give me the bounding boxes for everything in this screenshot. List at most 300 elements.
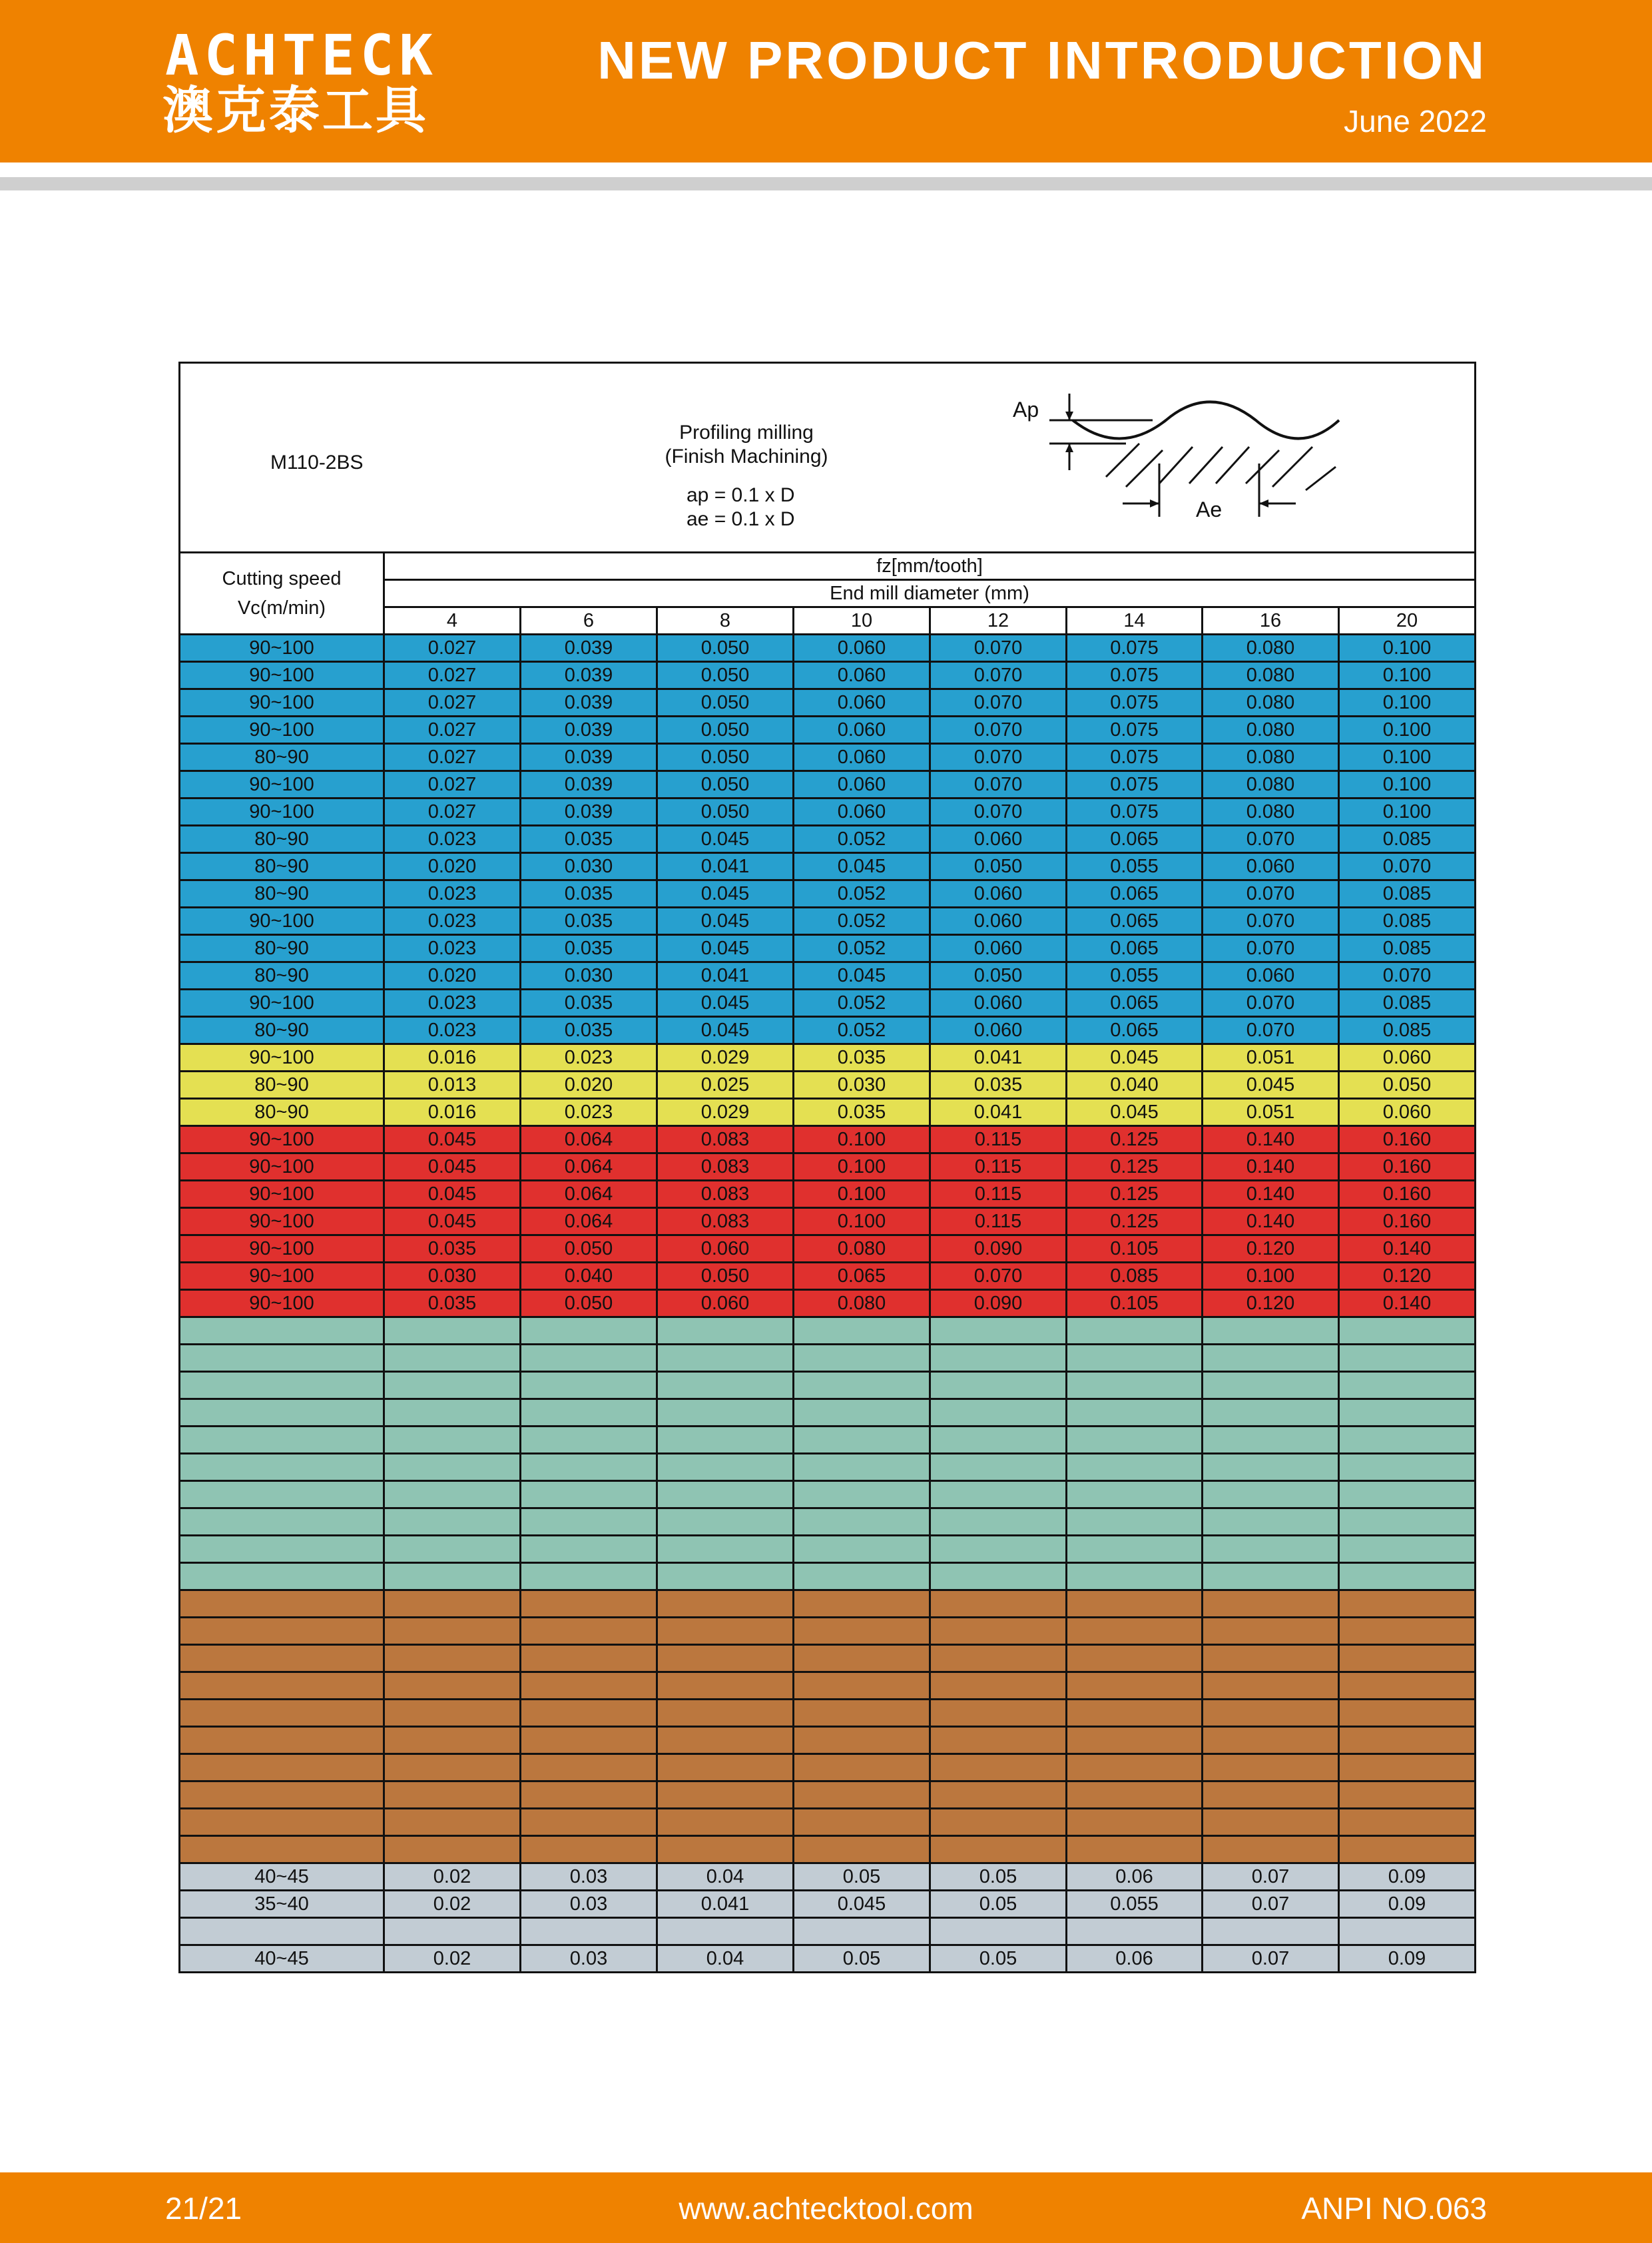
fz-value-cell <box>1203 1700 1339 1727</box>
fz-value-cell: 0.023 <box>384 826 521 853</box>
fz-value-cell: 0.140 <box>1203 1208 1339 1235</box>
fz-value-cell <box>1067 1481 1203 1508</box>
fz-value-cell: 0.03 <box>521 1891 657 1918</box>
table-row <box>180 744 1476 771</box>
fz-value-cell: 0.065 <box>1067 1017 1203 1044</box>
fz-value-cell <box>521 1918 657 1945</box>
fz-value-cell <box>1339 1536 1476 1563</box>
speed-cell: 80~90 <box>180 1072 384 1099</box>
fz-value-cell: 0.050 <box>521 1235 657 1263</box>
fz-value-cell <box>794 1672 930 1700</box>
fz-value-cell: 0.140 <box>1203 1153 1339 1181</box>
fz-value-cell <box>521 1590 657 1618</box>
fz-value-cell <box>1339 1781 1476 1809</box>
speed-cell: 90~100 <box>180 1235 384 1263</box>
fz-value-cell <box>384 1836 521 1863</box>
fz-value-cell <box>384 1918 521 1945</box>
fz-value-cell: 0.023 <box>521 1044 657 1072</box>
fz-value-cell: 0.030 <box>521 962 657 990</box>
fz-value-cell: 0.050 <box>657 662 794 689</box>
fz-value-cell: 0.100 <box>1339 662 1476 689</box>
fz-value-cell <box>794 1700 930 1727</box>
fz-value-cell: 0.041 <box>657 962 794 990</box>
fz-value-cell: 0.09 <box>1339 1863 1476 1891</box>
fz-value-cell: 0.050 <box>657 717 794 744</box>
diameter-cell: 14 <box>1067 607 1203 635</box>
ae-formula: ae = 0.1 x D <box>687 508 795 530</box>
fz-value-cell: 0.045 <box>1203 1072 1339 1099</box>
fz-value-cell: 0.060 <box>1203 962 1339 990</box>
table-row <box>180 1590 1476 1618</box>
speed-cell <box>180 1754 384 1781</box>
fz-value-cell: 0.065 <box>1067 826 1203 853</box>
speed-cell <box>180 1372 384 1399</box>
fz-value-cell: 0.100 <box>794 1208 930 1235</box>
fz-value-cell: 0.075 <box>1067 771 1203 799</box>
fz-value-cell: 0.075 <box>1067 689 1203 717</box>
table-row <box>180 662 1476 689</box>
fz-value-cell <box>930 1317 1067 1345</box>
page-number: 21/21 <box>165 2191 242 2226</box>
speed-cell: 80~90 <box>180 880 384 908</box>
table-row <box>180 1945 1476 1973</box>
table-row <box>180 1126 1476 1153</box>
model-code: M110-2BS <box>270 452 364 474</box>
fz-value-cell: 0.075 <box>1067 799 1203 826</box>
table-row <box>180 1672 1476 1700</box>
fz-value-cell: 0.052 <box>794 1017 930 1044</box>
table-row <box>180 1208 1476 1235</box>
fz-value-cell: 0.035 <box>521 880 657 908</box>
fz-value-cell: 0.050 <box>930 962 1067 990</box>
fz-value-cell: 0.140 <box>1339 1290 1476 1317</box>
fz-value-cell: 0.060 <box>794 799 930 826</box>
fz-value-cell <box>1339 1372 1476 1399</box>
table-row <box>180 1727 1476 1754</box>
fz-value-cell <box>521 1836 657 1863</box>
fz-value-cell <box>521 1754 657 1781</box>
fz-value-cell <box>1339 1563 1476 1590</box>
page-title: NEW PRODUCT INTRODUCTION <box>597 31 1487 90</box>
fz-value-cell <box>657 1481 794 1508</box>
fz-value-cell: 0.080 <box>1203 744 1339 771</box>
fz-value-cell: 0.140 <box>1203 1126 1339 1153</box>
fz-value-cell: 0.055 <box>1067 853 1203 880</box>
fz-value-cell: 0.120 <box>1203 1290 1339 1317</box>
fz-value-cell <box>794 1345 930 1372</box>
fz-value-cell: 0.115 <box>930 1126 1067 1153</box>
fz-value-cell: 0.039 <box>521 662 657 689</box>
fz-value-cell: 0.070 <box>930 799 1067 826</box>
fz-value-cell <box>794 1481 930 1508</box>
fz-value-cell <box>384 1508 521 1536</box>
fz-value-cell <box>1339 1399 1476 1427</box>
fz-value-cell <box>1067 1645 1203 1672</box>
fz-value-cell: 0.080 <box>1203 662 1339 689</box>
fz-value-cell: 0.045 <box>384 1181 521 1208</box>
fz-value-cell: 0.035 <box>521 935 657 962</box>
fz-value-cell: 0.09 <box>1339 1945 1476 1973</box>
table-row <box>180 1372 1476 1399</box>
fz-value-cell: 0.039 <box>521 689 657 717</box>
fz-value-cell <box>1067 1618 1203 1645</box>
fz-value-cell <box>521 1317 657 1345</box>
table-row <box>180 1481 1476 1508</box>
fz-value-cell <box>1339 1427 1476 1454</box>
fz-value-cell <box>1339 1618 1476 1645</box>
fz-value-cell <box>1067 1536 1203 1563</box>
fz-value-cell: 0.035 <box>521 908 657 935</box>
speed-cell: 80~90 <box>180 744 384 771</box>
speed-cell: 80~90 <box>180 962 384 990</box>
fz-value-cell <box>657 1672 794 1700</box>
table-row <box>180 1754 1476 1781</box>
table-row <box>180 1017 1476 1044</box>
fz-value-cell: 0.023 <box>384 1017 521 1044</box>
table-row <box>180 1563 1476 1590</box>
table-row <box>180 1809 1476 1836</box>
fz-value-cell <box>384 1727 521 1754</box>
fz-value-cell <box>1203 1372 1339 1399</box>
fz-value-cell <box>384 1454 521 1481</box>
fz-value-cell <box>1339 1481 1476 1508</box>
fz-value-cell: 0.100 <box>794 1153 930 1181</box>
speed-cell <box>180 1427 384 1454</box>
fz-value-cell: 0.030 <box>384 1263 521 1290</box>
fz-value-cell: 0.039 <box>521 744 657 771</box>
fz-value-cell: 0.060 <box>1203 853 1339 880</box>
fz-value-cell: 0.125 <box>1067 1181 1203 1208</box>
fz-value-cell: 0.02 <box>384 1863 521 1891</box>
fz-value-cell <box>1203 1427 1339 1454</box>
fz-value-cell <box>657 1700 794 1727</box>
fz-value-cell <box>521 1781 657 1809</box>
fz-value-cell: 0.070 <box>930 1263 1067 1290</box>
speed-header-line1: Cutting speed <box>222 568 342 589</box>
fz-value-cell <box>930 1427 1067 1454</box>
fz-value-cell <box>930 1836 1067 1863</box>
fz-value-cell: 0.039 <box>521 799 657 826</box>
table-row <box>180 990 1476 1017</box>
fz-value-cell: 0.09 <box>1339 1891 1476 1918</box>
fz-value-cell <box>521 1536 657 1563</box>
fz-value-cell <box>794 1727 930 1754</box>
fz-value-cell <box>384 1345 521 1372</box>
fz-value-cell <box>1203 1399 1339 1427</box>
brand-logo-en: ACHTECK <box>165 23 439 88</box>
fz-value-cell <box>1339 1508 1476 1536</box>
fz-value-cell: 0.030 <box>521 853 657 880</box>
table-row <box>180 1317 1476 1345</box>
diameter-cell: 20 <box>1339 607 1476 635</box>
speed-cell <box>180 1508 384 1536</box>
speed-cell <box>180 1781 384 1809</box>
fz-value-cell <box>1203 1836 1339 1863</box>
fz-value-cell <box>1339 1918 1476 1945</box>
issue-date: June 2022 <box>1344 104 1487 139</box>
fz-value-cell: 0.050 <box>657 1263 794 1290</box>
fz-value-cell: 0.075 <box>1067 717 1203 744</box>
table-row <box>180 1863 1476 1891</box>
speed-cell: 90~100 <box>180 717 384 744</box>
fz-value-cell: 0.065 <box>1067 990 1203 1017</box>
operation-type: (Finish Machining) <box>665 446 828 468</box>
fz-value-cell: 0.050 <box>657 744 794 771</box>
fz-value-cell: 0.060 <box>794 744 930 771</box>
fz-value-cell: 0.064 <box>521 1208 657 1235</box>
table-row <box>180 1918 1476 1945</box>
fz-value-cell: 0.080 <box>1203 771 1339 799</box>
fz-value-cell: 0.027 <box>384 799 521 826</box>
fz-value-cell: 0.050 <box>657 771 794 799</box>
speed-cell <box>180 1345 384 1372</box>
table-title-cell <box>180 363 1476 553</box>
diagram-ap-label: Ap <box>1013 398 1039 422</box>
fz-value-cell: 0.05 <box>930 1891 1067 1918</box>
fz-value-cell: 0.070 <box>930 689 1067 717</box>
fz-value-cell: 0.051 <box>1203 1099 1339 1126</box>
fz-value-cell <box>1067 1372 1203 1399</box>
fz-value-cell: 0.085 <box>1067 1263 1203 1290</box>
fz-value-cell: 0.040 <box>521 1263 657 1290</box>
fz-value-cell <box>657 1454 794 1481</box>
speed-cell: 90~100 <box>180 1208 384 1235</box>
fz-value-cell: 0.050 <box>521 1290 657 1317</box>
operation-label <box>647 421 846 469</box>
fz-value-cell <box>1339 1345 1476 1372</box>
fz-value-cell: 0.020 <box>384 962 521 990</box>
fz-value-cell: 0.083 <box>657 1181 794 1208</box>
fz-value-cell: 0.07 <box>1203 1945 1339 1973</box>
fz-value-cell: 0.115 <box>930 1153 1067 1181</box>
fz-value-cell <box>1067 1672 1203 1700</box>
fz-value-cell: 0.052 <box>794 880 930 908</box>
speed-cell <box>180 1672 384 1700</box>
speed-cell: 90~100 <box>180 635 384 662</box>
fz-value-cell: 0.030 <box>794 1072 930 1099</box>
speed-cell <box>180 1536 384 1563</box>
fz-value-cell: 0.016 <box>384 1044 521 1072</box>
speed-cell <box>180 1317 384 1345</box>
fz-value-cell: 0.023 <box>384 935 521 962</box>
fz-value-cell <box>1067 1508 1203 1536</box>
fz-value-cell <box>1067 1781 1203 1809</box>
fz-value-cell: 0.100 <box>794 1126 930 1153</box>
fz-value-cell <box>794 1317 930 1345</box>
fz-value-cell: 0.060 <box>794 689 930 717</box>
fz-value-cell <box>384 1754 521 1781</box>
fz-value-cell <box>1067 1427 1203 1454</box>
fz-value-cell: 0.060 <box>930 1017 1067 1044</box>
fz-value-cell <box>1203 1918 1339 1945</box>
fz-value-cell <box>794 1508 930 1536</box>
fz-value-cell: 0.060 <box>930 826 1067 853</box>
fz-value-cell: 0.023 <box>384 990 521 1017</box>
fz-value-cell <box>521 1727 657 1754</box>
fz-value-cell: 0.105 <box>1067 1290 1203 1317</box>
fz-value-cell: 0.065 <box>1067 880 1203 908</box>
fz-value-cell <box>384 1481 521 1508</box>
fz-value-cell: 0.02 <box>384 1891 521 1918</box>
fz-value-cell <box>657 1754 794 1781</box>
fz-value-cell <box>1339 1672 1476 1700</box>
fz-value-cell: 0.016 <box>384 1099 521 1126</box>
fz-value-cell <box>930 1372 1067 1399</box>
fz-value-cell: 0.083 <box>657 1126 794 1153</box>
fz-value-cell: 0.065 <box>794 1263 930 1290</box>
fz-value-cell: 0.027 <box>384 662 521 689</box>
fz-value-cell <box>384 1672 521 1700</box>
speed-cell: 90~100 <box>180 771 384 799</box>
table-row <box>180 1153 1476 1181</box>
table-row <box>180 1836 1476 1863</box>
fz-value-cell <box>1203 1754 1339 1781</box>
fz-value-cell <box>657 1590 794 1618</box>
speed-cell <box>180 1481 384 1508</box>
fz-value-cell: 0.080 <box>1203 799 1339 826</box>
fz-value-cell <box>930 1563 1067 1590</box>
fz-value-cell: 0.085 <box>1339 990 1476 1017</box>
fz-value-cell: 0.140 <box>1339 1235 1476 1263</box>
fz-value-cell: 0.041 <box>930 1099 1067 1126</box>
fz-header: fz[mm/tooth] <box>384 553 1476 580</box>
fz-value-cell <box>1203 1536 1339 1563</box>
fz-value-cell: 0.064 <box>521 1153 657 1181</box>
speed-cell: 90~100 <box>180 799 384 826</box>
table-row <box>180 1781 1476 1809</box>
fz-value-cell <box>521 1672 657 1700</box>
fz-value-cell: 0.083 <box>657 1208 794 1235</box>
fz-value-cell <box>1067 1399 1203 1427</box>
fz-value-cell: 0.07 <box>1203 1891 1339 1918</box>
fz-value-cell: 0.100 <box>1339 635 1476 662</box>
fz-value-cell: 0.125 <box>1067 1208 1203 1235</box>
fz-value-cell: 0.035 <box>521 990 657 1017</box>
fz-value-cell: 0.115 <box>930 1208 1067 1235</box>
fz-value-cell: 0.090 <box>930 1235 1067 1263</box>
speed-cell: 35~40 <box>180 1891 384 1918</box>
fz-value-cell: 0.075 <box>1067 635 1203 662</box>
fz-value-cell <box>657 1809 794 1836</box>
fz-value-cell <box>384 1563 521 1590</box>
fz-value-cell <box>930 1645 1067 1672</box>
fz-value-cell: 0.120 <box>1339 1263 1476 1290</box>
fz-value-cell: 0.070 <box>1339 853 1476 880</box>
fz-value-cell: 0.070 <box>930 635 1067 662</box>
fz-value-cell: 0.045 <box>384 1153 521 1181</box>
fz-value-cell: 0.06 <box>1067 1863 1203 1891</box>
fz-value-cell: 0.060 <box>930 935 1067 962</box>
fz-value-cell: 0.075 <box>1067 662 1203 689</box>
speed-cell <box>180 1590 384 1618</box>
fz-value-cell: 0.045 <box>384 1208 521 1235</box>
fz-value-cell <box>930 1481 1067 1508</box>
table-row <box>180 1508 1476 1536</box>
fz-value-cell: 0.03 <box>521 1945 657 1973</box>
fz-value-cell <box>1067 1563 1203 1590</box>
fz-value-cell: 0.027 <box>384 744 521 771</box>
fz-value-cell <box>521 1645 657 1672</box>
fz-value-cell: 0.045 <box>657 880 794 908</box>
fz-value-cell: 0.060 <box>794 771 930 799</box>
fz-value-cell <box>521 1399 657 1427</box>
fz-value-cell: 0.060 <box>794 635 930 662</box>
fz-value-cell <box>1203 1672 1339 1700</box>
fz-value-cell: 0.045 <box>657 1017 794 1044</box>
fz-value-cell: 0.100 <box>1339 799 1476 826</box>
fz-value-cell <box>1203 1481 1339 1508</box>
fz-value-cell <box>794 1618 930 1645</box>
fz-value-cell <box>794 1809 930 1836</box>
fz-value-cell: 0.050 <box>657 689 794 717</box>
fz-value-cell: 0.064 <box>521 1126 657 1153</box>
fz-value-cell: 0.045 <box>794 853 930 880</box>
table-row <box>180 1290 1476 1317</box>
fz-value-cell <box>1339 1700 1476 1727</box>
table-row <box>180 853 1476 880</box>
fz-value-cell <box>794 1536 930 1563</box>
fz-value-cell <box>384 1700 521 1727</box>
table-row <box>180 799 1476 826</box>
fz-value-cell <box>794 1372 930 1399</box>
fz-value-cell <box>930 1618 1067 1645</box>
fz-value-cell: 0.060 <box>657 1290 794 1317</box>
fz-value-cell: 0.027 <box>384 717 521 744</box>
speed-cell <box>180 1399 384 1427</box>
fz-value-cell <box>794 1427 930 1454</box>
fz-value-cell: 0.045 <box>794 1891 930 1918</box>
fz-value-cell <box>1339 1727 1476 1754</box>
speed-cell: 90~100 <box>180 1263 384 1290</box>
fz-value-cell: 0.045 <box>657 990 794 1017</box>
speed-cell <box>180 1727 384 1754</box>
fz-value-cell <box>657 1918 794 1945</box>
fz-value-cell: 0.085 <box>1339 935 1476 962</box>
fz-value-cell <box>1067 1317 1203 1345</box>
fz-value-cell <box>930 1781 1067 1809</box>
fz-value-cell: 0.100 <box>1203 1263 1339 1290</box>
fz-value-cell <box>794 1590 930 1618</box>
fz-value-cell: 0.085 <box>1339 1017 1476 1044</box>
fz-value-cell: 0.045 <box>384 1126 521 1153</box>
fz-value-cell <box>1339 1454 1476 1481</box>
table-row <box>180 1618 1476 1645</box>
fz-value-cell: 0.045 <box>1067 1099 1203 1126</box>
fz-value-cell: 0.035 <box>521 1017 657 1044</box>
speed-cell <box>180 1809 384 1836</box>
fz-value-cell: 0.027 <box>384 689 521 717</box>
fz-value-cell: 0.100 <box>794 1181 930 1208</box>
fz-value-cell: 0.040 <box>1067 1072 1203 1099</box>
fz-value-cell <box>657 1645 794 1672</box>
fz-value-cell <box>384 1618 521 1645</box>
fz-value-cell: 0.03 <box>521 1863 657 1891</box>
fz-value-cell <box>384 1317 521 1345</box>
diameter-cell: 16 <box>1203 607 1339 635</box>
fz-value-cell: 0.050 <box>930 853 1067 880</box>
fz-value-cell: 0.100 <box>1339 689 1476 717</box>
fz-value-cell: 0.065 <box>1067 908 1203 935</box>
fz-value-cell: 0.04 <box>657 1945 794 1973</box>
fz-value-cell: 0.060 <box>1339 1044 1476 1072</box>
fz-value-cell <box>384 1399 521 1427</box>
fz-value-cell: 0.160 <box>1339 1181 1476 1208</box>
fz-value-cell: 0.090 <box>930 1290 1067 1317</box>
fz-value-cell: 0.100 <box>1339 771 1476 799</box>
fz-value-cell: 0.035 <box>794 1044 930 1072</box>
fz-value-cell: 0.045 <box>1067 1044 1203 1072</box>
fz-value-cell: 0.052 <box>794 908 930 935</box>
